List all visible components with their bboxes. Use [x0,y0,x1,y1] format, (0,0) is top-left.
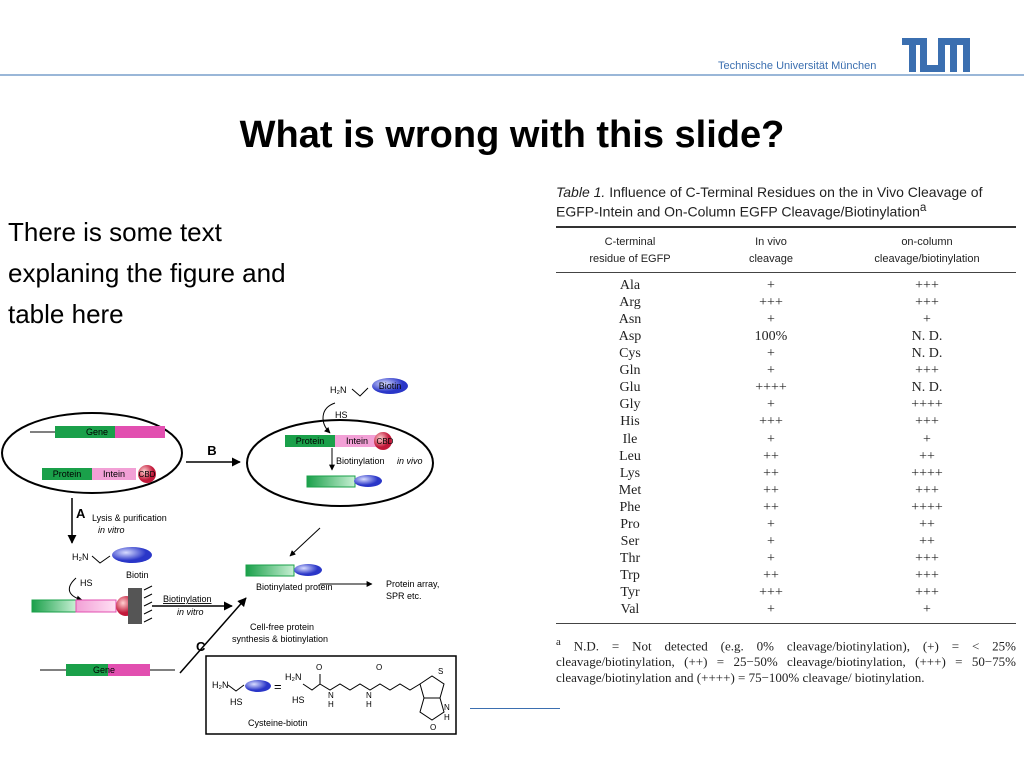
n-label-1: N [328,691,334,700]
protein-label-1: Protein [52,469,82,479]
h-label-3: H [444,713,450,722]
residue-cell: Asp [618,328,642,344]
table-row [556,328,1016,345]
table-body [556,273,1016,623]
in-vivo-cell: ++ [763,499,779,515]
table-row [556,550,1016,567]
residue-cell: Gly [619,397,641,413]
table-row [556,533,1016,550]
residue-cell: Leu [619,448,641,464]
cbd-label-1: CBD [138,470,156,479]
biotin-mid-label: Biotin [126,570,149,580]
biotinylation-in-vitro: Biotinylation [163,594,212,604]
table-row [556,567,1016,584]
table-caption [556,184,1016,220]
table-row [556,294,1016,311]
in-vivo-cell: + [767,277,775,293]
residue-cell: Ser [620,534,640,550]
residue-cell: Pro [620,516,640,532]
on-column-cell: +++ [915,363,939,379]
on-column-cell: N. D. [911,380,943,396]
residue-cell: Ala [619,277,641,293]
step-c-label: C [196,639,206,654]
residue-cell: Met [618,482,642,498]
table-row [556,482,1016,499]
cbd-label-2: CBD [376,437,394,446]
in-vivo-cell: + [767,534,775,550]
table-row [556,516,1016,533]
on-column-cell: +++ [915,277,939,293]
on-column-cell: ++ [919,448,935,464]
table-row [556,345,1016,362]
o-label-2: O [376,663,383,672]
in-vivo-cell: + [767,346,775,362]
in-vivo-cell: +++ [759,414,783,430]
gene-label-2: Gene [92,665,116,675]
intein-label-1: Intein [102,469,126,479]
residue-cell: His [620,414,640,430]
table-caption-sup: a [919,201,927,214]
table-row [556,277,1016,294]
in-vivo-cell: ++ [763,482,779,498]
slide-title: What is wrong with this slide? [239,114,785,156]
in-vivo-label: in vivo [397,456,423,466]
cell-ellipse-left [2,413,182,493]
on-column-cell: N. D. [911,346,943,362]
on-column-cell: ++++ [911,499,943,515]
o-label-3: O [430,723,437,732]
table-row [556,379,1016,396]
residue-cell: Phe [619,499,641,515]
step-a-label: A [76,506,86,521]
table-caption-text: Influence of C-Terminal Residues on the in Vivo Cleavage of EGFP-Intein and On-Column EGFP Cleavage/Biotinylation [556,184,983,220]
residue-cell: Val [620,602,640,618]
biotin-top-label: Biotin [378,381,402,391]
university-name: Technische Universität München [718,60,877,72]
on-column-cell: +++ [915,551,939,567]
header-c-terminal: C-terminal residue of EGFP [589,235,671,265]
residue-cell: Tyr [620,585,640,601]
gene-label-1: Gene [85,427,109,437]
step-b-label: B [207,443,217,458]
table-row [556,413,1016,430]
h-label-1: H [328,700,334,709]
table-row [556,499,1016,516]
spr-label: SPR etc. [386,591,422,601]
hs-mid: HS [80,578,93,588]
in-vivo-cell: + [767,311,775,327]
residue-table [556,184,1016,686]
h-label-2: H [366,700,372,709]
cell-free-label: Cell-free protein [250,622,315,632]
residue-cell: Lys [619,465,641,481]
header-in-vivo: In vivo cleavage [748,235,794,265]
table-row [556,431,1016,448]
table-row [556,465,1016,482]
table-row [556,448,1016,465]
cell-free-label-2: synthesis & biotinylation [232,634,329,644]
h2n-box-2: H₂N [285,672,302,682]
biotinylation-in-vivo: Biotinylation [336,456,385,466]
hs-box-2: HS [292,695,305,705]
table-row [556,362,1016,379]
on-column-cell: + [923,602,931,618]
hs-top: HS [335,410,348,420]
h2n-top: H₂N [330,385,347,395]
on-column-cell: N. D. [911,328,943,344]
on-column-cell: +++ [915,294,939,310]
in-vivo-cell: + [767,431,775,447]
n-label-3: N [444,703,450,712]
on-column-cell: +++ [915,414,939,430]
on-column-cell: ++ [919,534,935,550]
in-vivo-cell: 100% [754,328,788,344]
equals-sign: = [274,679,282,694]
table-caption-label: Table 1. [556,184,606,200]
in-vivo-cell: +++ [759,294,783,310]
on-column-cell: + [923,431,931,447]
residue-cell: Glu [619,380,641,396]
residue-cell: Thr [619,551,641,567]
header-on-column: on-column cleavage/biotinylation [874,235,980,265]
table-row [556,601,1016,618]
lysis-label: Lysis & purification [92,513,167,523]
in-vivo-cell: + [767,516,775,532]
on-column-cell: +++ [915,568,939,584]
protein-array-label: Protein array, [386,579,440,589]
residue-cell: Arg [619,294,641,310]
in-vitro-label-2: in vitro [177,607,204,617]
table-footnote: $^a$ N.D. = Not detected (e.g. 0% cleavage/biotinylation), (+) = < 25% cleavage/biotinylation, (++) = 25−50% cleavage/biotinylation, (+++) = 50−75% cleavage/biotinylation and (++++) = 75−100% cleavage/ biotinylation. [556,635,1016,685]
s-ring-label: S [438,667,444,676]
tum-logo [902,38,970,77]
residue-cell: Gln [619,363,641,379]
on-column-cell: + [923,311,931,327]
protein-label-2: Protein [295,436,325,446]
in-vivo-cell: ++ [763,448,779,464]
h2n-mid: H₂N [72,552,89,562]
header-divider [0,74,1024,76]
biotinylation-figure [0,358,470,748]
in-vivo-cell: ++++ [755,380,787,396]
intein-label-2: Intein [345,436,369,446]
biotinylated-protein-label: Biotinylated protein [256,582,333,592]
o-label-1: O [316,663,323,672]
in-vivo-cell: + [767,363,775,379]
table-header [556,228,1016,272]
in-vitro-label: in vitro [98,525,125,535]
footer-rule [470,708,560,709]
in-vivo-cell: ++ [763,465,779,481]
hs-box: HS [230,697,243,707]
in-vivo-cell: ++ [763,568,779,584]
in-vivo-cell: + [767,551,775,567]
table-row [556,396,1016,413]
in-vivo-cell: +++ [759,585,783,601]
table-bottom-rule [556,623,1016,624]
residue-cell: Asn [618,311,642,327]
on-column-cell: ++++ [911,397,943,413]
table-row [556,584,1016,601]
table-row [556,311,1016,328]
on-column-cell: +++ [915,482,939,498]
in-vivo-cell: + [767,602,775,618]
n-label-2: N [366,691,372,700]
on-column-cell: +++ [915,585,939,601]
residue-cell: Cys [619,346,641,362]
in-vivo-cell: + [767,397,775,413]
on-column-cell: ++++ [911,465,943,481]
residue-cell: Ile [622,431,638,447]
cysteine-biotin-label: Cysteine-biotin [248,718,308,728]
residue-cell: Trp [620,568,640,584]
h2n-box: H₂N [212,680,229,690]
body-text: There is some text explaning the figure and table here [8,217,286,329]
on-column-cell: ++ [919,516,935,532]
